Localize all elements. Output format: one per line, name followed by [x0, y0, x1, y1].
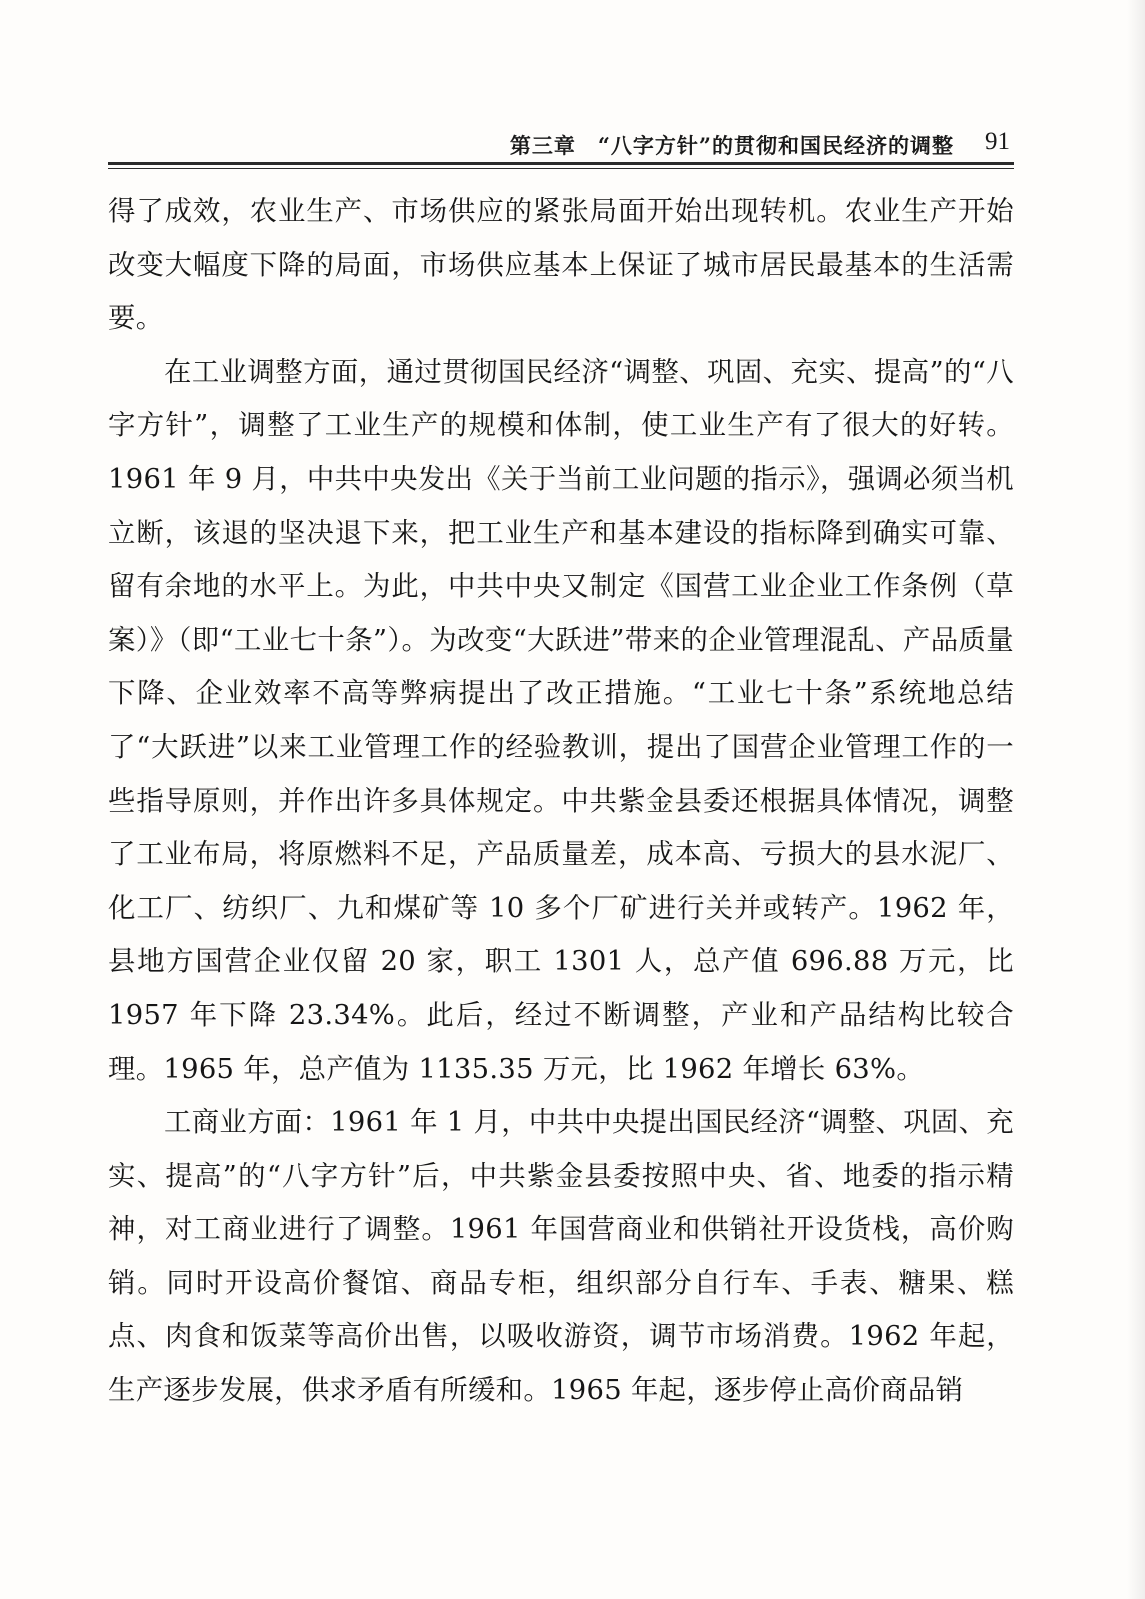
header-rule-thick [108, 162, 1014, 165]
running-header [110, 130, 1012, 160]
body-text [108, 185, 1014, 1418]
paragraph-commerce: 工商业方面：1961 年 1 月，中共中央提出国民经济“调整、巩固、充实、提高”的“八字方针”后，中共紫金县委按照中央、省、地委的指示精神，对工商业进行了调整。1961 年国营商业和供销社开设货栈，高价购销。同时开设高价餐馆、商品专柜，组织部分自行车、手表、糖果、糕点、肉食和饭菜等高价出售，以吸收游资，调节市场消费。1962 年起，生产逐步发展，供求矛盾有所缓和。1965 年起，逐步停止高价商品销 [108, 1107, 1014, 1407]
paragraph-continued: 得了成效，农业生产、市场供应的紧张局面开始出现转机。农业生产开始改变大幅度下降的局面，市场供应基本上保证了城市居民最基本的生活需要。 [108, 196, 1014, 335]
page-number: 91 [985, 128, 1010, 155]
page-edge-shadow [1127, 0, 1145, 1599]
chapter-title: 第三章 “八字方针”的贯彻和国民经济的调整 [509, 133, 954, 158]
header-rule-thin [108, 168, 1014, 169]
paragraph-industry: 在工业调整方面，通过贯彻国民经济“调整、巩固、充实、提高”的“八字方针”，调整了工业生产的规模和体制，使工业生产有了很大的好转。1961 年 9 月，中共中央发出《关于当前工业问题的指示》，强调必须当机立断，该退的坚决退下来，把工业生产和基本建设的指标降到确实可靠、留有余地的水平上。为此，中共中央又制定《国营工业企业工作条例（草案）》（即“工业七十条”）。为改变“大跃进”带来的企业管理混乱、产品质量下降、企业效率不高等弊病提出了改正措施。“工业七十条”系统地总结了“大跃进”以来工业管理工作的经验教训，提出了国营企业管理工作的一些指导原则，并作出许多具体规定。中共紫金县委还根据具体情况，调整了工业布局，将原燃料不足，产品质量差，成本高、亏损大的县水泥厂、化工厂、纺织厂、九和煤矿等 10 多个厂矿进行关并或转产。1962 年，县地方国营企业仅留 20 家，职工 1301 人，总产值 696.88 万元，比 1957 年下降 23.34%。此后，经过不断调整，产业和产品结构比较合理。1965 年，总产值为 1135.35 万元，比 1962 年增长 63%。 [108, 356, 1014, 1085]
